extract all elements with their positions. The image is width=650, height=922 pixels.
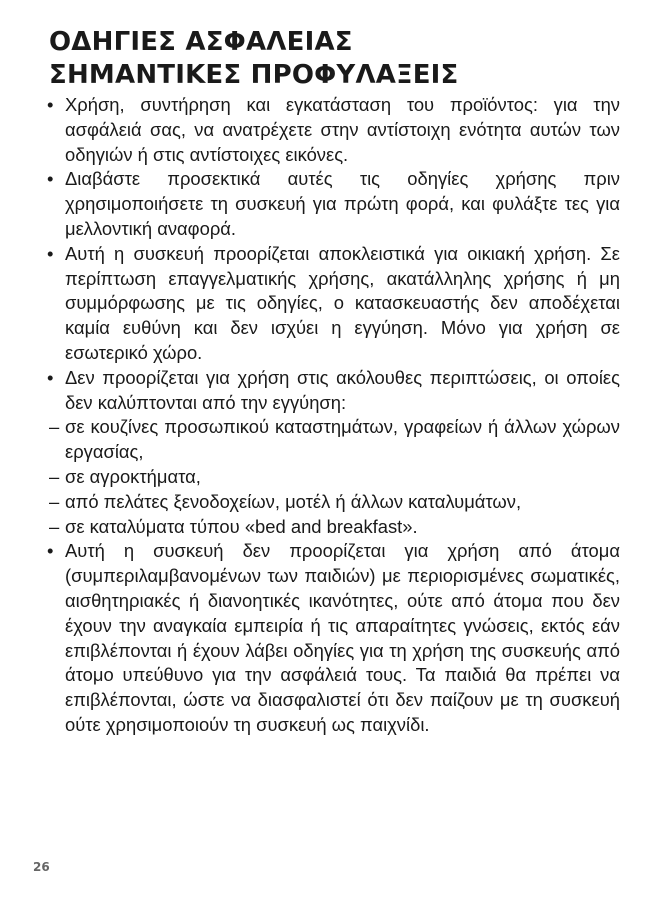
bullet-text: Διαβάστε προσεκτικά αυτές τις οδηγίες χρήσης πριν χρησιμοποιήσετε τη συσκευή για πρώτη φορά, και φυλάξτε τες για μελλοντική αναφορά.: [65, 168, 620, 239]
sub-item-staff-kitchens: [49, 415, 620, 465]
sub-item-text: σε αγροκτήματα,: [65, 465, 201, 487]
bullet-icon: •: [47, 94, 54, 115]
safety-instructions-list-continued: [49, 539, 620, 737]
bullet-item-not-intended: [49, 366, 620, 416]
dash-icon: –: [49, 515, 60, 537]
sub-item-bed-and-breakfast: [49, 515, 620, 540]
sub-item-hotel-clients: [49, 490, 620, 515]
dash-icon: –: [49, 416, 60, 438]
bullet-item-usage: [49, 93, 620, 167]
sub-item-text: σε κουζίνες προσωπικού καταστημάτων, γραφείων ή άλλων χώρων εργασίας,: [65, 416, 620, 463]
exclusions-sub-list: [49, 415, 620, 539]
section-heading: [49, 26, 620, 92]
bullet-icon: •: [47, 540, 54, 562]
sub-item-text: σε καταλύματα τύπου «bed and breakfast».: [65, 515, 418, 537]
bullet-item-limited-capabilities: [49, 539, 620, 737]
dash-icon: –: [49, 465, 60, 487]
bullet-item-household-use: [49, 242, 620, 366]
sub-item-farms: [49, 465, 620, 490]
heading-line-2: ΣΗΜΑΝΤΙΚΕΣ ΠΡΟΦΥΛΑΞΕΙΣ: [49, 60, 459, 90]
bullet-item-read-instructions: [49, 167, 620, 241]
heading-line-1: ΟΔΗΓΙΕΣ ΑΣΦΑΛΕΙΑΣ: [49, 27, 353, 57]
safety-instructions-list: [49, 93, 620, 415]
bullet-text: Χρήση, συντήρηση και εγκατάσταση του προϊόντος: για την ασφάλειά σας, να ανατρέχετε στην αντίστοιχη ενότητα αυτών των οδηγιών ή στις αντίστοιχες εικόνες.: [65, 94, 620, 165]
dash-icon: –: [49, 490, 60, 512]
bullet-text: Αυτή η συσκευή προορίζεται αποκλειστικά για οικιακή χρήση. Σε περίπτωση επαγγελματικής χρήσης, ακατάλληλης χρήσης ή μη συμμόρφωσης με τις οδηγίες, ο κατασκευαστής δεν αποδέχεται καμία ευθύνη και δεν ισχύει η εγγύηση. Μόνο για χρήση σε εσωτερικό χώρο.: [65, 242, 620, 363]
bullet-icon: •: [47, 366, 54, 388]
bullet-text: Αυτή η συσκευή δεν προορίζεται για χρήση από άτομα (συμπεριλαμβανομένων των παιδιών) με περιορισμένες σωματικές, αισθητηριακές ή διανοητικές ικανότητες, ούτε από άτομα που δεν έχουν την αναγκαία εμπειρία ή τις απαραίτητες γνώσεις, εκτός εάν επιβλέπονται ή έχουν λάβει οδηγίες για τη χρήση της συσκευής από άτομο υπεύθυνο για την ασφάλειά τους. Τα παιδιά θα πρέπει να επιβλέπονται, ώστε να διασφαλιστεί ότι δεν παίζουν με τη συσκευή ούτε χρησιμοποιούν τη συσκευή ως παιχνίδι.: [65, 540, 620, 735]
bullet-icon: •: [47, 168, 54, 190]
bullet-text: Δεν προορίζεται για χρήση στις ακόλουθες περιπτώσεις, οι οποίες δεν καλύπτονται από την εγγύηση:: [65, 366, 620, 413]
document-page: [49, 26, 620, 738]
page-number: 26: [33, 860, 50, 874]
bullet-icon: •: [47, 242, 54, 264]
sub-item-text: από πελάτες ξενοδοχείων, μοτέλ ή άλλων καταλυμάτων,: [65, 490, 522, 512]
